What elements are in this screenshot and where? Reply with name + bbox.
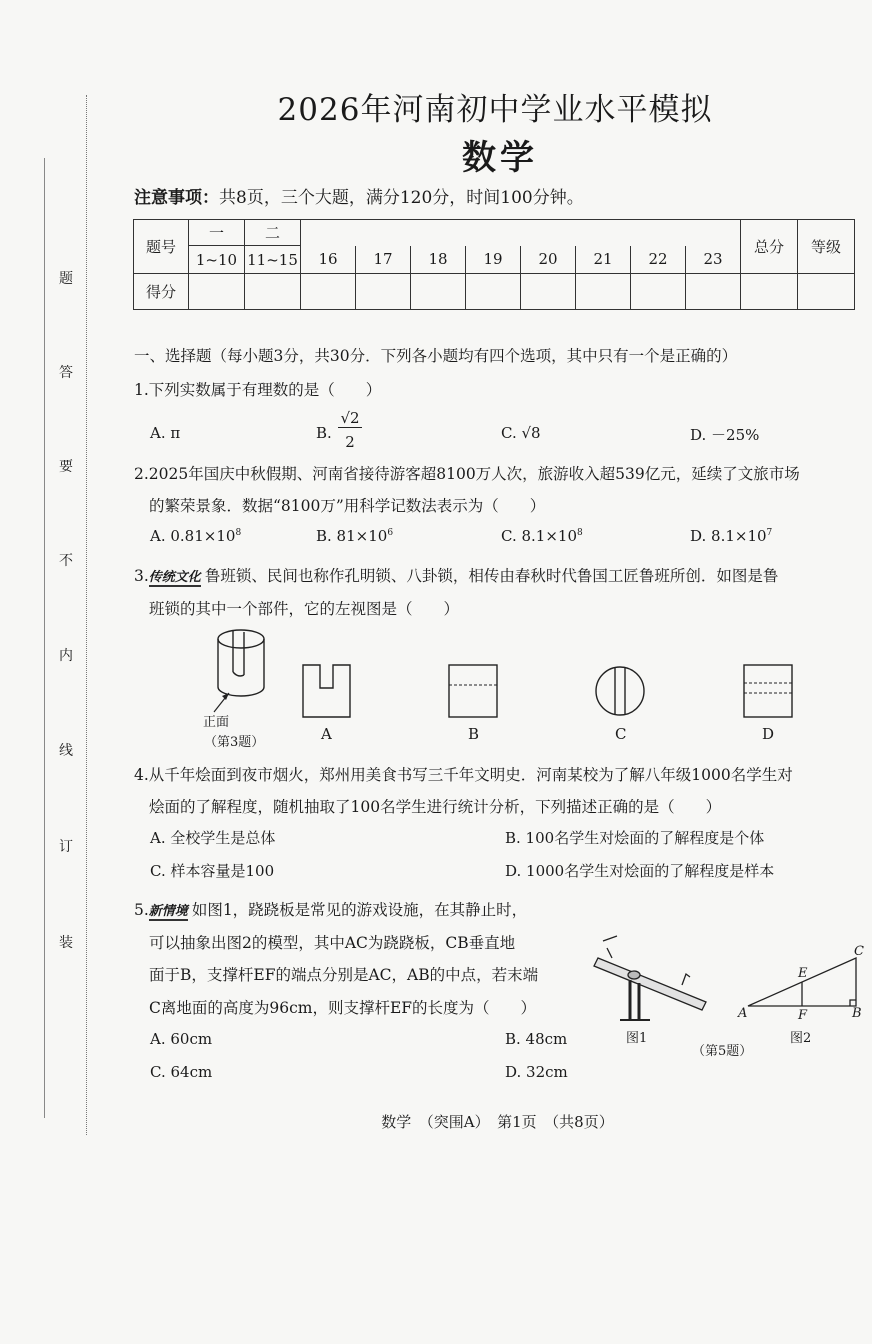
q5-figure-1-label: 图1: [626, 1031, 648, 1046]
question-number: 20: [521, 246, 576, 274]
group-1-range: 1~10: [189, 246, 245, 274]
q1-option-c: C. √8: [501, 424, 541, 442]
q2-line-1: 2.2025年国庆中秋假期、河南省接待游客超8100万人次，旅游收入超539亿元，延续了文旅市场: [134, 465, 800, 483]
q3-line-1: 3.传统文化 鲁班锁、民间也称作孔明锁、八卦锁，相传由春秋时代鲁国工匠鲁班所创．如图是鲁: [134, 567, 779, 585]
margin-char: 不: [59, 553, 73, 569]
q5-option-d: D. 32cm: [505, 1063, 568, 1081]
q5-line-2: 可以抽象出图2的模型，其中AC为跷跷板，CB垂直地: [149, 934, 516, 952]
q5-line-3: 面于B，支撑杆EF的端点分别是AC，AB的中点，若末端: [149, 966, 539, 984]
q5-line-4: C离地面的高度为96cm，则支撑杆EF的长度为（ ）: [149, 999, 537, 1017]
margin-char: 装: [59, 935, 73, 951]
margin-char: 订: [59, 839, 73, 855]
group-2-range: 11~15: [245, 246, 301, 274]
q5-option-c: C. 64cm: [150, 1063, 213, 1081]
q3-option-b-label: B: [468, 725, 480, 743]
q5-option-b: B. 48cm: [505, 1030, 568, 1048]
point-e-label: E: [798, 966, 808, 981]
seesaw-illustration: [594, 936, 706, 1020]
q5-line-1: 5.新情境 如图1，跷跷板是常见的游戏设施，在其静止时，: [134, 901, 528, 919]
point-b-label: B: [852, 1006, 862, 1021]
exam-title: 2026年河南初中学业水平模拟: [277, 92, 713, 128]
question-number: 23: [686, 246, 741, 274]
point-c-label: C: [854, 944, 864, 959]
margin-char: 题: [59, 271, 73, 287]
row-label-question: 题号: [134, 220, 189, 274]
q2-option-a: A. $0.81\times 10^8$: [150, 527, 242, 545]
q4-line-2: 烩面的了解程度，随机抽取了100名学生进行统计分析，下列描述正确的是（ ）: [149, 798, 722, 816]
margin-char: 内: [59, 648, 73, 664]
q1-option-b-prefix: B.: [316, 424, 332, 442]
new-context-tag: 新情境: [149, 900, 188, 921]
margin-char: 答: [59, 365, 73, 381]
q4-line-1: 4.从千年烩面到夜市烟火，郑州用美食书写三千年文明史．河南某校为了解八年级1000名学生对: [134, 766, 793, 784]
question-number: 16: [301, 246, 356, 274]
margin-char: 线: [59, 743, 73, 759]
section-heading: 一、选择题（每小题3分，共30分．下列各小题均有四个选项，其中只有一个是正确的）: [134, 347, 738, 365]
page-footer: 数学 （突围A） 第1页 （共8页）: [381, 1113, 614, 1131]
q5-figure-2-label: 图2: [790, 1031, 812, 1046]
point-f-label: F: [798, 1008, 808, 1023]
margin-char: 要: [59, 459, 73, 475]
question-number: 18: [411, 246, 466, 274]
q3-line-2: 班锁的其中一个部件，它的左视图是（ ）: [149, 600, 460, 618]
q1-stem: 1.下列实数属于有理数的是（ ）: [134, 381, 382, 399]
notice-label: 注意事项：: [134, 188, 219, 208]
total-header: 总分: [741, 220, 798, 274]
q3-option-d-label: D: [762, 725, 775, 743]
question-number: 17: [356, 246, 411, 274]
q3-option-a-label: A: [321, 725, 332, 743]
group-2: 二: [245, 220, 301, 246]
q5-caption: （第5题）: [692, 1044, 753, 1059]
q2-option-d: D. $8.1\times 10^7$: [690, 527, 773, 545]
question-number: 21: [576, 246, 631, 274]
q2-option-c: C. $8.1\times 10^8$: [501, 527, 583, 545]
q3-front-label: 正面: [203, 715, 230, 730]
q3-caption: （第3题）: [204, 735, 265, 750]
traditional-culture-tag: 传统文化: [149, 566, 201, 587]
q2-option-b: B. $81\times 10^6$: [316, 527, 394, 545]
q4-option-d: D. 1000名学生对烩面的了解程度是样本: [505, 862, 775, 880]
q5-option-a: A. 60cm: [150, 1030, 213, 1048]
question-number: 22: [631, 246, 686, 274]
q1-option-b-numerator: √2: [338, 409, 362, 428]
q1-option-b-denominator: 2: [345, 433, 355, 451]
question-number: 19: [466, 246, 521, 274]
q4-option-b: B. 100名学生对烩面的了解程度是个体: [505, 829, 765, 847]
notice-text: 共8页，三个大题，满分120分，时间100分钟。: [219, 188, 584, 208]
q1-option-d: D. －25%: [690, 426, 760, 444]
group-1: 一: [189, 220, 245, 246]
q1-option-a: A. π: [150, 424, 181, 442]
subject-title: 数学: [462, 138, 538, 178]
q4-option-c: C. 样本容量是100: [150, 862, 275, 880]
q4-option-a: A. 全校学生是总体: [150, 829, 276, 847]
row-label-score: 得分: [134, 274, 189, 310]
grade-header: 等级: [798, 220, 855, 274]
q3-option-c-label: C: [615, 725, 627, 743]
point-a-label: A: [738, 1006, 748, 1021]
q2-line-2: 的繁荣景象．数据“8100万”用科学记数法表示为（ ）: [149, 497, 546, 515]
